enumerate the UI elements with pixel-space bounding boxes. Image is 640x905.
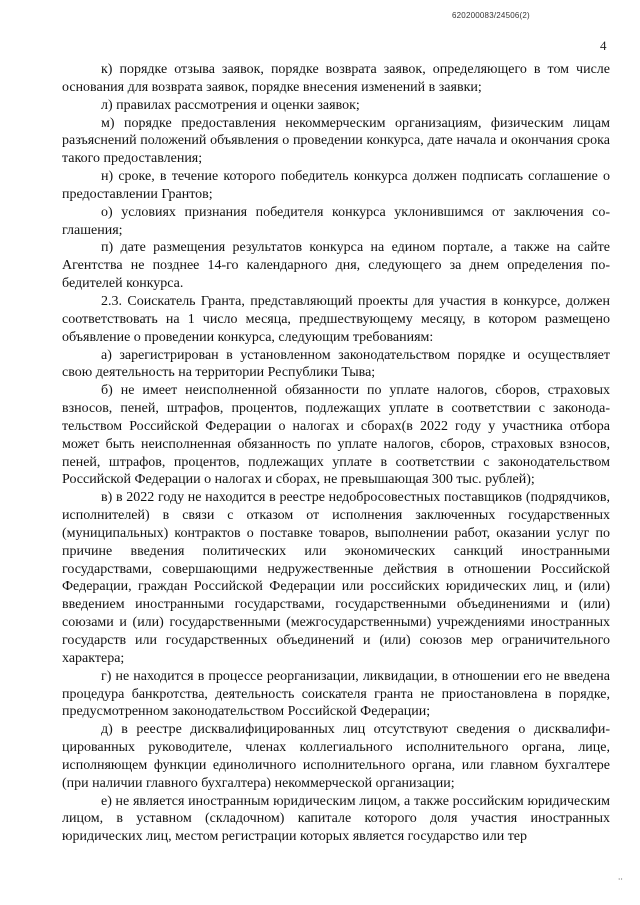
paragraph-o: о) условиях признания победителя конкурса уклонившимся от заключения соглашения; [62, 204, 610, 238]
page-number: 4 [600, 38, 607, 53]
paragraph-b: б) не имеет неисполненной обязанности по уплате налогов, сборов, страховых взносов, пеней, штрафов, процентов, подлежащих уплате в соответствии с законодательством Российской Федерации о налогах и сборах(в 2022 году у участника отбора может быть неисполненная обязанность по уплате налогов, сборов, страховых взносов, пеней, штрафов, процентов, подлежащих уплате в соответствии с законодательством Российской Федерации о налогах и сборах, не превышающая 300 тыс. рублей); [62, 383, 610, 488]
paragraph-v: в) в 2022 году не находится в реестре недобросовестных поставщиков (подрядчиков, исполнителей) в связи с отказом от исполнения заключенных государственных (муниципальных) контрактов о поставке товаров, выполнении работ, оказании услуг по причине введения политических или экономических санкций иностранными государствами, совершающими недружественные действия в отношении Российской Федерации, граждан Российской Федерации или российских юридических лиц, и (или) введением иностранными государствами, государственными объединениями и (или) союзами и (или) государственными (межгосударственными) учреждениями иностранных государств или государственных объединений и (или) союзов мер ограничительного характера; [62, 490, 610, 666]
paragraph-e: е) не является иностранным юридическим лицом, а также российским юридическим лицом, в уставном (складочном) капитале которого доля участия иностранных юридических лиц, местом регистрации которых является государство или тер [62, 793, 610, 845]
document-body [62, 61, 610, 846]
paragraph-m: м) порядке предоставления некоммерческим организациям, физическим лицам разъяснений положений объявления о проведении конкурса, дате начала и окончания срока такого предоставления; [62, 115, 610, 167]
paragraph-d: д) в реестре дисквалифицированных лиц отсутствуют сведения о дисквалифицированных руководителе, членах коллегиального исполнительного органа, лице, исполняющем функции единоличного исполнительного органа, или главном бухгалтере (при наличии главного бухгалтера) некоммерческой организации; [62, 722, 610, 791]
scan-corner-mark: ⸱⸱ [618, 874, 623, 884]
document-code: 620200083/24506(2) [452, 11, 530, 20]
paragraph-2-3: 2.3. Соискатель Гранта, представляющий проекты для участия в конкурсе, должен соответствовать на 1 число месяца, предшествующему месяцу, в котором размещено объявление о проведении конкурса, следующим требованиям: [62, 293, 610, 345]
paragraph-l: л) правилах рассмотрения и оценки заявок; [101, 97, 360, 113]
paragraph-n: н) сроке, в течение которого победитель конкурса должен подписать соглашение о предоставлении Грантов; [62, 169, 610, 202]
paragraph-a: а) зарегистрирован в установленном законодательством порядке и осуществляет свою деятельность на территории Республики Тыва; [62, 347, 610, 381]
paragraph-p: п) дате размещения результатов конкурса на едином портале, а также на сайте Агентства не позднее 14-го календарного дня, следующего за днем определения победителей конкурса. [62, 240, 610, 292]
paragraph-g: г) не находится в процессе реорганизации, ликвидации, в отношении его не введена процедура банкротства, деятельность соискателя гранта не приостановлена в порядке, предусмотренном законодательством Российской Федерации; [62, 668, 610, 720]
paragraph-k: к) порядке отзыва заявок, порядке возврата заявок, определяющего в том числе основания для возврата заявок, порядке внесения изменений в заявки; [62, 62, 610, 95]
